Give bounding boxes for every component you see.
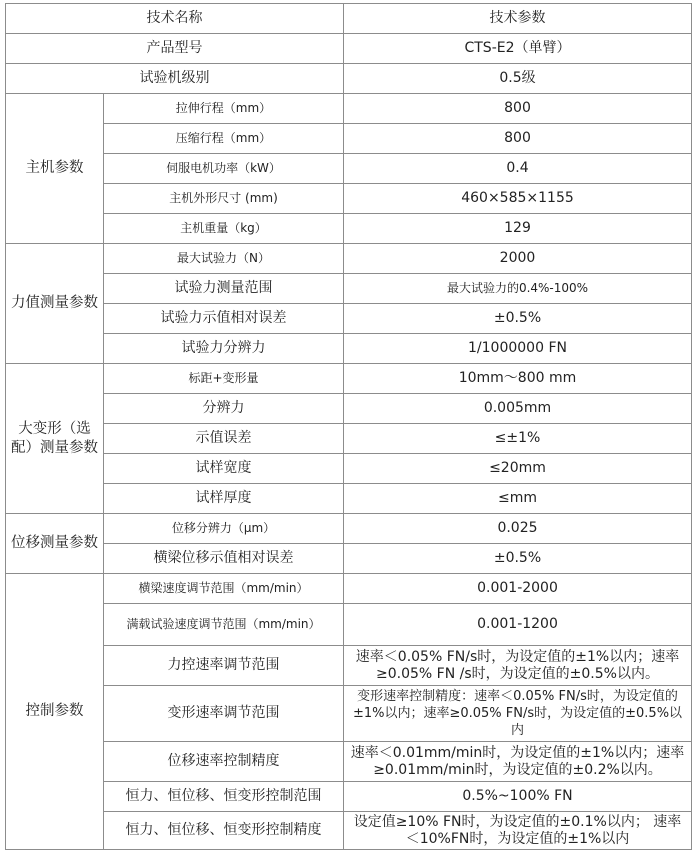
table-row [6,94,692,124]
row-value: 0.005mm [344,394,692,424]
row-label: 分辨力 [104,394,344,424]
row-label: 最大试验力（N） [104,244,344,274]
row-value: 0.5%~100% FN [344,782,692,812]
row-value: ≤20mm [344,454,692,484]
table-row [6,154,692,184]
table-row [6,64,692,94]
row-label: 恒力、恒位移、恒变形控制精度 [104,812,344,850]
table-row [6,686,692,742]
table-row [6,812,692,850]
table-row [6,484,692,514]
group-title: 力值测量参数 [6,244,104,364]
row-value: 0.025 [344,514,692,544]
table-header-row [6,4,692,34]
row-value: 2000 [344,244,692,274]
row-label: 力控速率调节范围 [104,646,344,686]
row-value: 0.001-1200 [344,604,692,646]
row-label: 试样宽度 [104,454,344,484]
row-value: ≤±1% [344,424,692,454]
row-label: 位移速率控制精度 [104,742,344,782]
row-value: 设定值≥10% FN时，为设定值的±0.1%以内； 速率＜10%FN时，为设定值的±1%以内 [344,812,692,850]
row-label: 压缩行程（mm） [104,124,344,154]
row-label: 主机重量（kg） [104,214,344,244]
row-label: 变形速率调节范围 [104,686,344,742]
group-title: 主机参数 [6,94,104,244]
table-row [6,574,692,604]
table-row [6,782,692,812]
row-label: 试验力测量范围 [104,274,344,304]
group-title: 控制参数 [6,574,104,850]
table-row [6,304,692,334]
table-row [6,514,692,544]
table-row [6,454,692,484]
row-label: 横梁速度调节范围（mm/min） [104,574,344,604]
row-value: 1/1000000 FN [344,334,692,364]
table-row [6,184,692,214]
table-row [6,34,692,64]
row-value: 10mm～800 mm [344,364,692,394]
table-row [6,364,692,394]
header-name: 技术名称 [6,4,344,34]
table-row [6,604,692,646]
row-value: 变形速率控制精度：速率＜0.05% FN/s时，为设定值的±1%以内；速率≥0.05% FN/s时，为设定值的±0.5%以内 [344,686,692,742]
row-label: 位移分辨力（μm） [104,514,344,544]
row-value: 0.001-2000 [344,574,692,604]
table-row [6,646,692,686]
row-value: 0.5级 [344,64,692,94]
row-label: 横梁位移示值相对误差 [104,544,344,574]
table-row [6,424,692,454]
row-label: 产品型号 [6,34,344,64]
row-label: 试验力示值相对误差 [104,304,344,334]
row-value: 速率＜0.05% FN/s时，为设定值的±1%以内；速率≥0.05% FN /s时，为设定值的±0.5%以内。 [344,646,692,686]
row-label: 恒力、恒位移、恒变形控制范围 [104,782,344,812]
table-row [6,124,692,154]
row-value: ±0.5% [344,304,692,334]
table-row [6,544,692,574]
row-value: 最大试验力的0.4%-100% [344,274,692,304]
row-label: 主机外形尺寸 (mm) [104,184,344,214]
row-label: 满载试验速度调节范围（mm/min） [104,604,344,646]
table-row [6,274,692,304]
row-value: 速率＜0.01mm/min时，为设定值的±1%以内；速率≥0.01mm/min时，为设定值的±0.2%以内。 [344,742,692,782]
row-value: 460×585×1155 [344,184,692,214]
table-row [6,334,692,364]
row-label: 标距+变形量 [104,364,344,394]
row-value: CTS-E2（单臂） [344,34,692,64]
row-label: 试验力分辨力 [104,334,344,364]
row-label: 伺服电机功率（kW） [104,154,344,184]
table-row [6,244,692,274]
group-title: 大变形（选配）测量参数 [6,364,104,514]
row-label: 试样厚度 [104,484,344,514]
table-row [6,214,692,244]
row-label: 示值误差 [104,424,344,454]
table-row [6,394,692,424]
row-value: 129 [344,214,692,244]
table-row [6,742,692,782]
row-value: 800 [344,124,692,154]
spec-table [5,3,692,850]
row-label: 拉伸行程（mm） [104,94,344,124]
row-value: 800 [344,94,692,124]
row-value: 0.4 [344,154,692,184]
row-value: ≤mm [344,484,692,514]
row-label: 试验机级别 [6,64,344,94]
header-param: 技术参数 [344,4,692,34]
row-value: ±0.5% [344,544,692,574]
group-title: 位移测量参数 [6,514,104,574]
